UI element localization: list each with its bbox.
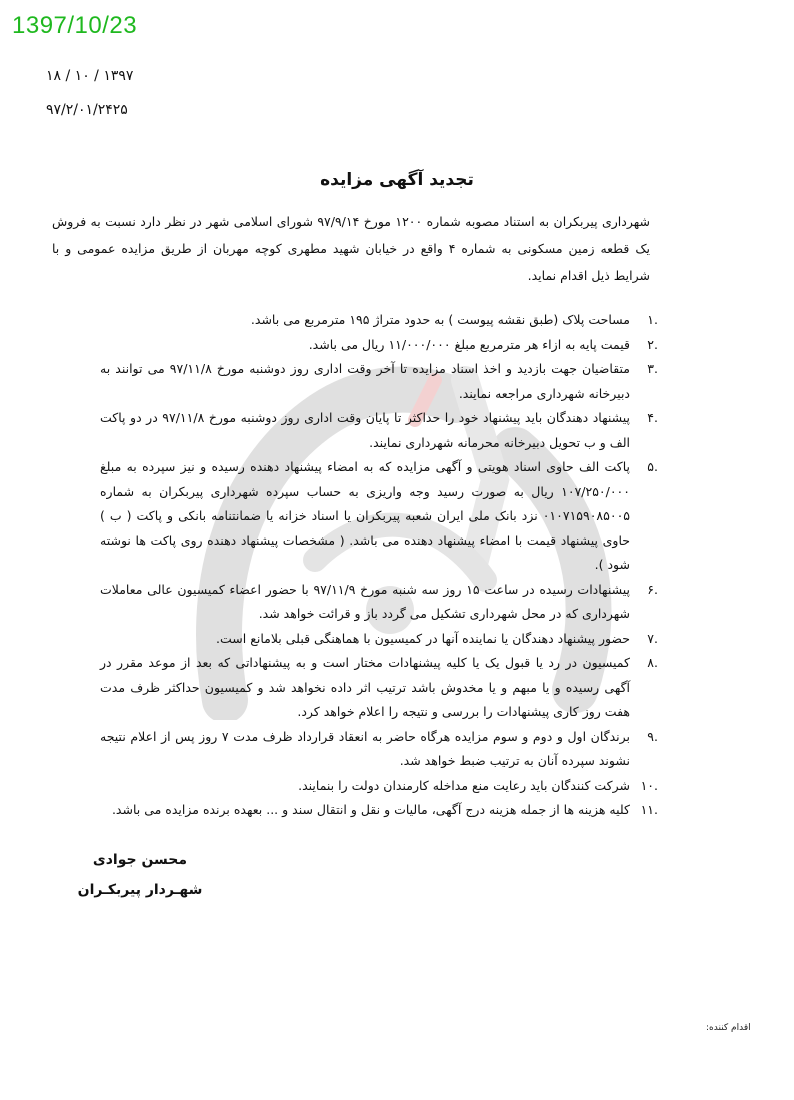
item-text: مساحت پلاک (طبق نقشه پیوست ) به حدود متراژ ۱۹۵ مترمربع می باشد. <box>250 312 630 327</box>
condition-item <box>100 333 658 358</box>
item-text: پیشنهادات رسیده در ساعت ۱۵ روز سه شنبه مورخ ۹۷/۱۱/۹ با حضور اعضاء کمیسیون عالی معاملات شهرداری که در محل شهرداری تشکیل می گردد باز و قرائت خواهد شد. <box>100 581 630 621</box>
item-text: پاکت الف حاوی اسناد هویتی و آگهی مزایده که به امضاء پیشنهاد دهنده رسیده و نیز سپرده به مبلغ ۱۰۷/۲۵۰/۰۰۰ ریال به صورت رسید وجه واریزی به حساب سپرده شهرداری پیربکران به شماره ۰۱۰۷۱۵۹۰۸۵۰۰۵ نزد بانک ملی ایران شعبه پیربکران یا اسناد خزانه یا ضمانتنامه بانکی و پاکت ( ب ) حاوی پیشنهاد قیمت با امضاء پیشنهاد دهنده می باشد. ( مشخصات پیشنهاد دهنده روی پاکت ها نوشته شود ). <box>100 459 630 572</box>
conditions-list <box>100 308 658 823</box>
signature-block <box>60 845 220 905</box>
signer-name: محسن جوادی <box>92 852 188 868</box>
condition-item <box>100 406 658 455</box>
item-text: پیشنهاد دهندگان باید پیشنهاد خود را حداکثر تا پایان وقت اداری روز دوشنبه مورخ ۹۷/۱۱/۸ در دو پاکت الف و ب تحویل دبیرخانه محرمانه شهرداری نمایند. <box>100 410 631 450</box>
item-number: .۱۱ <box>640 802 658 817</box>
item-number: .۵ <box>647 459 658 474</box>
item-number: .۱۰ <box>640 777 658 793</box>
reference-date: ۱۳۹۷ / ۱۰ / ۱۸ <box>46 68 134 84</box>
item-number: .۴ <box>647 410 658 425</box>
intro-paragraph: شهرداری پیربکران به استناد مصوبه شماره ۱۲۰۰ مورخ ۹۷/۹/۱۴ شورای اسلامی شهر در نظر دارد نسبت به فروش یک قطعه زمین مسکونی به شماره ۴ واقع در خیابان شهید مطهری کوچه مهربان از طریق مزایده عمومی و با شرایط ذیل اقدام نماید. <box>52 214 650 283</box>
action-by-label: اقدام کننده: <box>706 1023 751 1033</box>
condition-item <box>100 725 658 774</box>
item-text: کلیه هزینه ها از جمله هزینه درج آگهی، مالیات و نقل و انتقال سند و ... بعهده برنده مزایده می باشد. <box>111 802 630 817</box>
reference-number: ۹۷/۲/۰۱/۲۴۲۵ <box>46 102 128 118</box>
condition-item <box>100 774 658 799</box>
item-text: کمیسیون در رد یا قبول یک یا کلیه پیشنهادات مختار است و به پیشنهاداتی که بعد از موعد مقرر در آگهی رسیده و یا مبهم و یا مخدوش باشد ترتیب اثر داده نخواهد شد و کمیسیون حداکثر ظرف مدت هفت روز کاری پیشنهادات را بررسی و نتیجه را اعلام خواهد کرد. <box>100 655 630 719</box>
signer-position: شهـردار پیربکـران <box>77 882 203 898</box>
condition-item <box>100 798 658 823</box>
item-number: .۹ <box>647 728 658 744</box>
item-text: قیمت پایه به ازاء هر مترمربع مبلغ ۱۱/۰۰۰/۰۰۰ ریال می باشد. <box>308 336 630 352</box>
condition-item <box>100 357 658 406</box>
item-text: متقاضیان جهت بازدید و اخذ اسناد مزایده تا آخر وقت اداری روز دوشنبه مورخ ۹۷/۱۱/۸ می توانند به دبیرخانه شهرداری مراجعه نمایند. <box>100 361 630 401</box>
condition-item <box>100 578 658 627</box>
item-number: .۲ <box>647 336 658 352</box>
condition-item <box>100 627 658 652</box>
document-title: تجدید آگهی مزایده <box>320 170 474 190</box>
item-number: .۱ <box>647 312 658 327</box>
item-number: .۶ <box>647 581 658 597</box>
condition-item <box>100 455 658 578</box>
stamp-date: 1397/10/23 <box>12 12 138 39</box>
condition-item <box>100 651 658 725</box>
item-text: برندگان اول و دوم و سوم مزایده هرگاه حاضر به انعقاد قرارداد ظرف مدت ۷ روز پس از اعلام نتیجه نشوند سپرده آنان به ترتیب ضبط خواهد شد. <box>100 728 630 768</box>
item-number: .۳ <box>647 361 658 376</box>
item-text: حضور پیشنهاد دهندگان یا نماینده آنها در کمیسیون با هماهنگی قبلی بلامانع است. <box>216 630 630 646</box>
condition-item <box>100 308 658 333</box>
item-text: شرکت کنندگان باید رعایت منع مداخله کارمندان دولت را بنمایند. <box>298 777 630 793</box>
item-number: .۸ <box>647 655 658 670</box>
item-number: .۷ <box>647 630 658 646</box>
